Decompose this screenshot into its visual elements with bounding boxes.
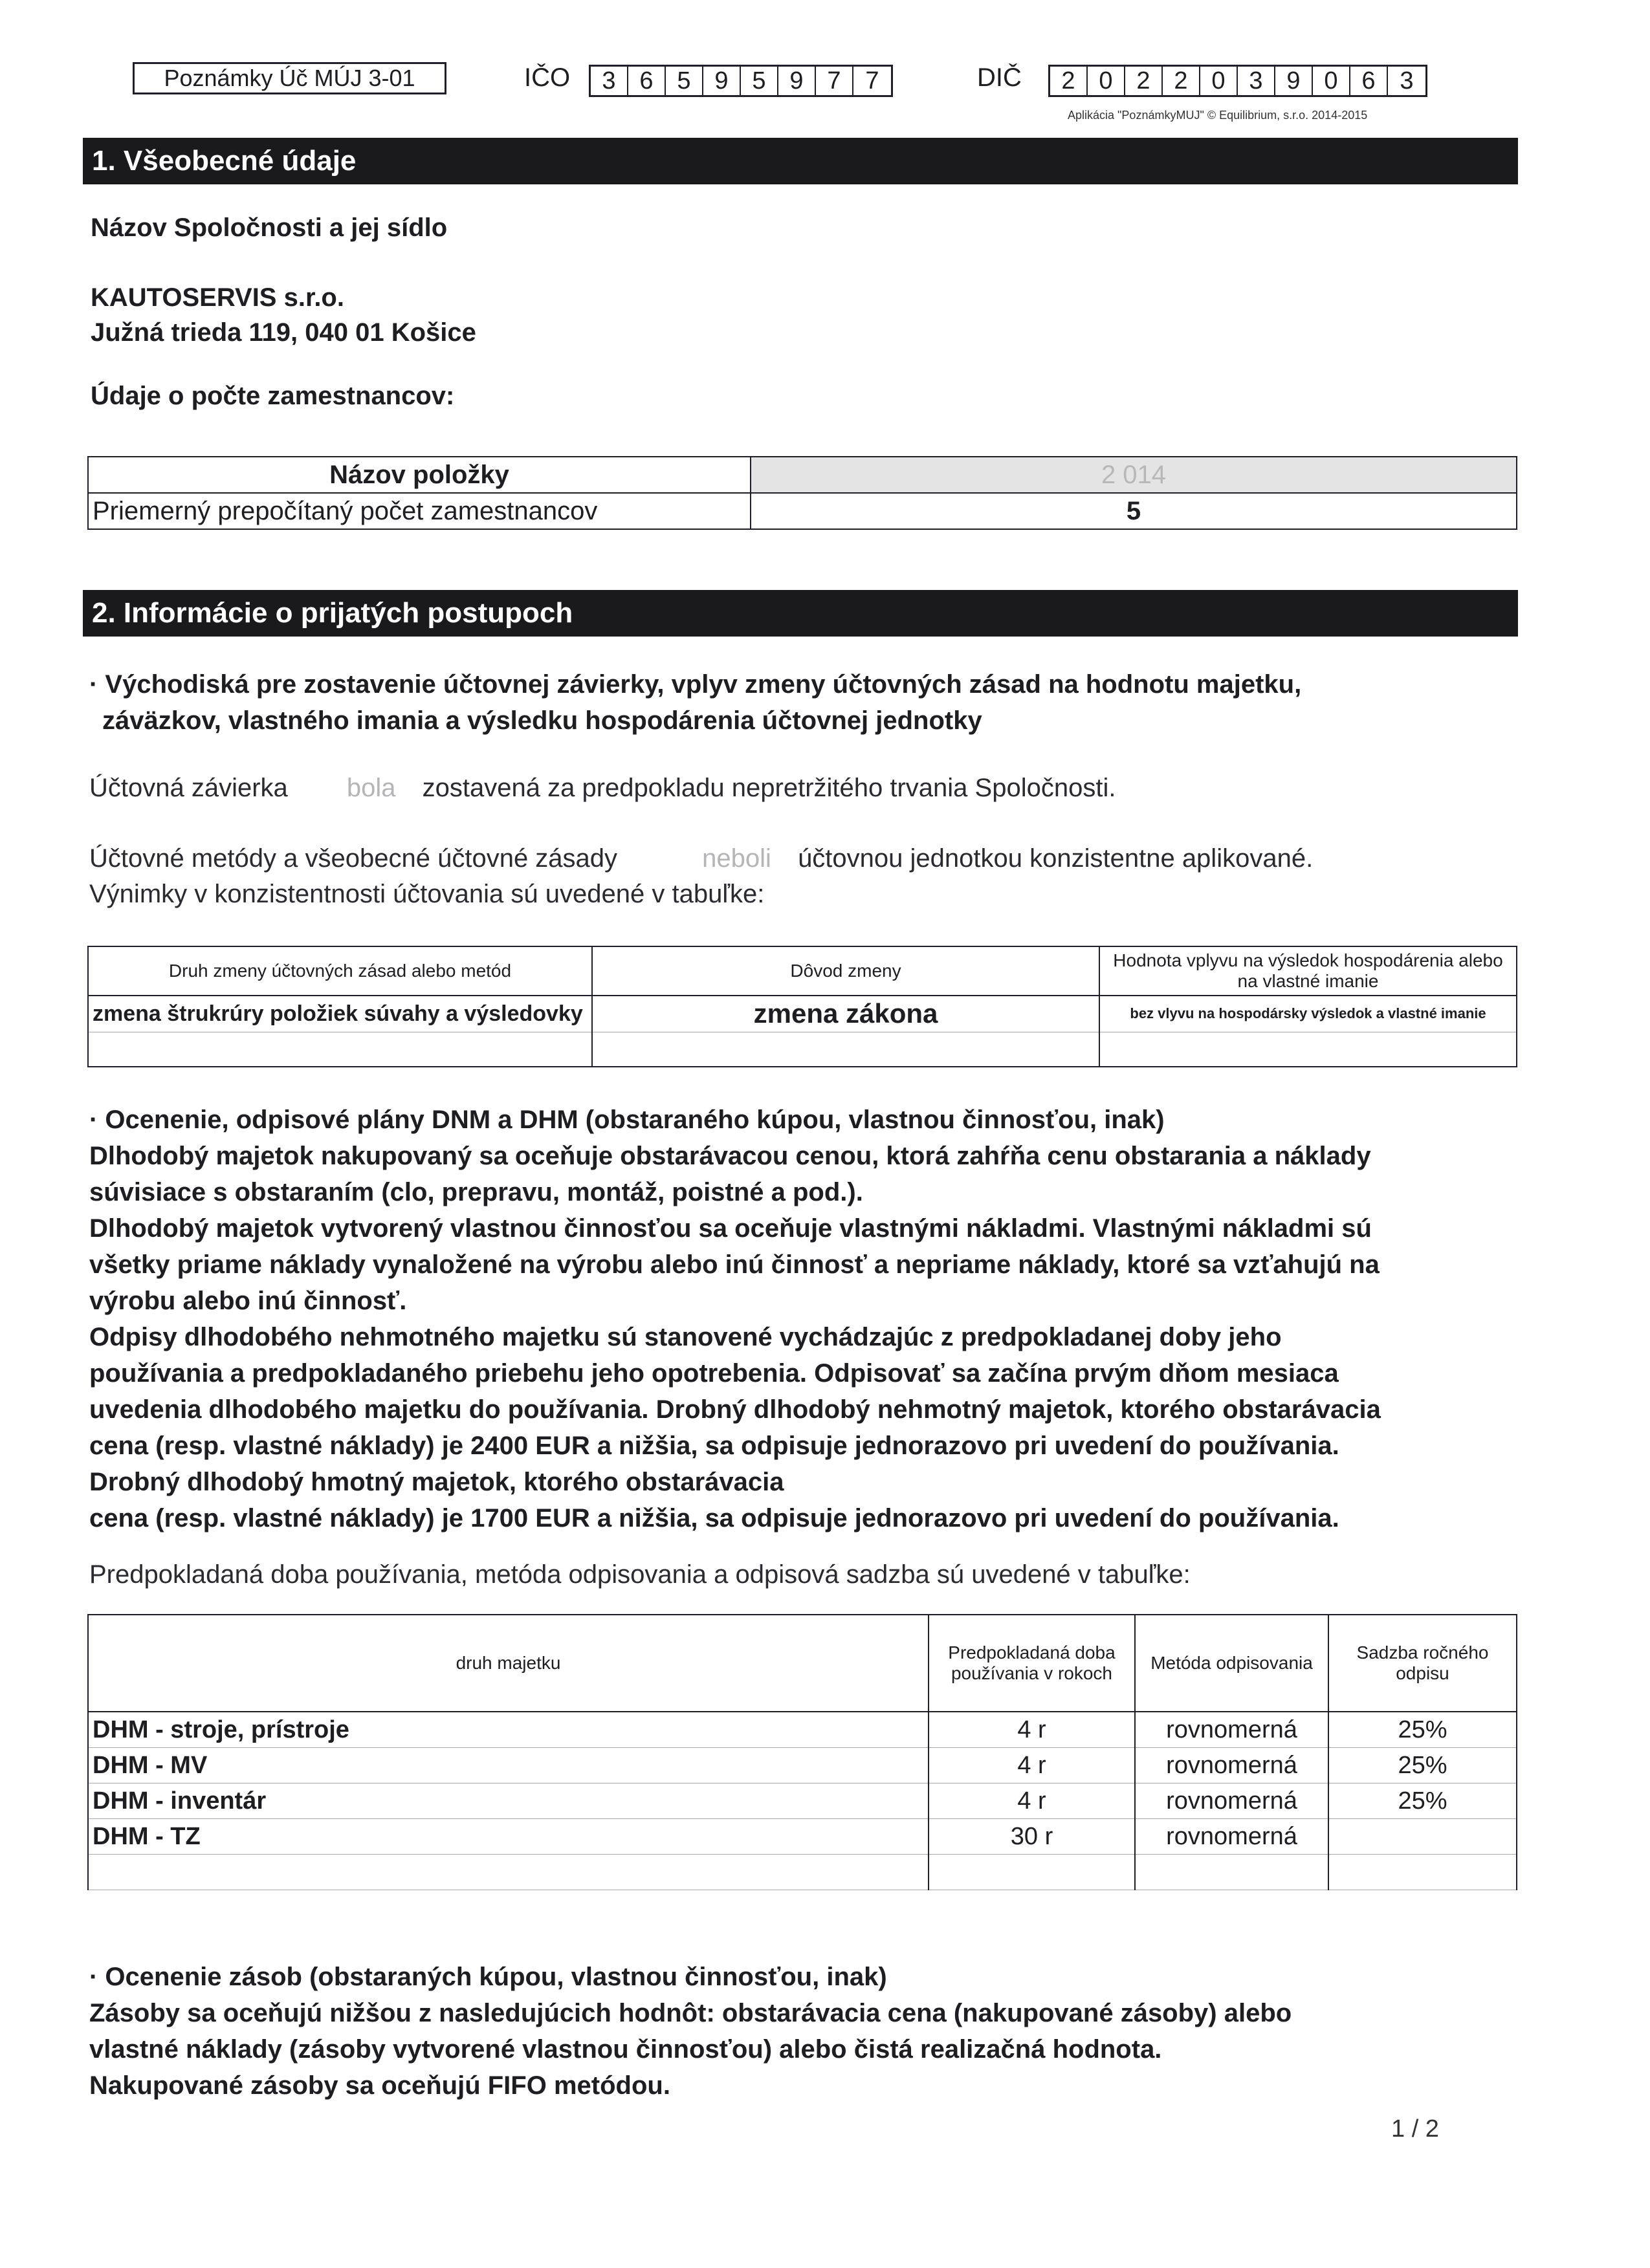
page-number: 1 / 2 bbox=[1391, 2115, 1439, 2143]
ico-digit: 5 bbox=[741, 67, 778, 95]
cell-rate bbox=[1328, 1819, 1517, 1855]
company-name: KAUTOSERVIS s.r.o. bbox=[91, 283, 344, 312]
header-asset-type: druh majetku bbox=[88, 1615, 929, 1712]
dic-digit: 6 bbox=[1350, 67, 1388, 95]
dic-digit: 2 bbox=[1163, 67, 1200, 95]
dic-digit: 0 bbox=[1313, 67, 1350, 95]
paragraph-line: používania a predpokladaného priebehu jeho opotrebenia. Odpisovať sa začína prvým dňom mesiaca bbox=[89, 1359, 1339, 1388]
inventory-paragraph bbox=[89, 1959, 1513, 2104]
ico-digit: 5 bbox=[666, 67, 703, 95]
inventory-heading: · Ocenenie zásob (obstaraných kúpou, vlastnou činnosťou, inak) bbox=[89, 1963, 887, 1991]
cell-change-reason: zmena zákona bbox=[592, 996, 1099, 1032]
employees-heading: Údaje o počte zamestnancov: bbox=[91, 382, 455, 410]
company-heading: Názov Spoločnosti a jej sídlo bbox=[91, 213, 448, 242]
cell-asset-type: DHM - stroje, prístroje bbox=[88, 1712, 929, 1748]
consistency-exceptions-intro: Výnimky v konzistentnosti účtovania sú uvedené v tabuľke: bbox=[89, 880, 765, 908]
going-concern-suffix: zostavená za predpokladu nepretržitého trvania Spoločnosti. bbox=[422, 774, 1116, 802]
cell-change-type bbox=[88, 1032, 592, 1067]
table-header-row bbox=[88, 457, 1517, 493]
table-row bbox=[88, 1819, 1517, 1855]
ico-digit: 7 bbox=[865, 67, 879, 94]
accounting-changes-table bbox=[87, 946, 1517, 1067]
cell-useful-life: 30 r bbox=[929, 1819, 1135, 1855]
dic-digit: 9 bbox=[1275, 67, 1313, 95]
paragraph-line: cena (resp. vlastné náklady) je 2400 EUR a nižšia, sa odpisuje jednorazovo pri uvedení do používania. bbox=[89, 1432, 1339, 1460]
row-value: 5 bbox=[751, 493, 1517, 529]
dic-digit: 2 bbox=[1125, 67, 1163, 95]
form-id-box bbox=[133, 62, 446, 94]
bullet-basis-line2: záväzkov, vlastného imania a výsledku hospodárenia účtovnej jednotky bbox=[102, 706, 982, 735]
paragraph-line: výrobu alebo inú činnosť. bbox=[89, 1287, 407, 1315]
valuation-paragraph bbox=[89, 1102, 1513, 1536]
consistency-prefix: Účtovné metódy a všeobecné účtovné zásady bbox=[89, 844, 618, 873]
table-row bbox=[88, 1783, 1517, 1819]
going-concern-statement bbox=[89, 774, 1116, 803]
section-1-heading: 1. Všeobecné údaje bbox=[83, 138, 1518, 184]
ico-digit: 6 bbox=[628, 67, 666, 95]
ico-digit: 7 bbox=[816, 67, 853, 95]
ico-label: IČO bbox=[524, 63, 571, 92]
cell-rate: 25% bbox=[1328, 1748, 1517, 1783]
dic-digit: 0 bbox=[1088, 67, 1125, 95]
ico-digit: 9 bbox=[703, 67, 741, 95]
depreciation-table bbox=[87, 1614, 1517, 1890]
dic-digit: 3 bbox=[1238, 67, 1275, 95]
paragraph-line: cena (resp. vlastné náklady) je 1700 EUR a nižšia, sa odpisuje jednorazovo pri uvedení do používania. bbox=[89, 1504, 1339, 1532]
dic-field bbox=[1048, 65, 1427, 97]
paragraph-line: Nakupované zásoby sa oceňujú FIFO metódou. bbox=[89, 2071, 670, 2100]
valuation-heading: · Ocenenie, odpisové plány DNM a DHM (obstaraného kúpou, vlastnou činnosťou, inak) bbox=[89, 1106, 1165, 1134]
cell-method: rovnomerná bbox=[1135, 1712, 1328, 1748]
ico-digit: 3 bbox=[591, 67, 628, 95]
header-change-type: Druh zmeny účtovných zásad alebo metód bbox=[88, 946, 592, 996]
paragraph-line: vlastné náklady (zásoby vytvorené vlastnou činnosťou) alebo čistá realizačná hodnota. bbox=[89, 2035, 1162, 2064]
paragraph-line: Zásoby sa oceňujú nižšou z nasledujúcich hodnôt: obstarávacia cena (nakupované zásoby) alebo bbox=[89, 1999, 1292, 2027]
cell-method: rovnomerná bbox=[1135, 1748, 1328, 1783]
cell-asset-type: DHM - TZ bbox=[88, 1819, 929, 1855]
cell-method: rovnomerná bbox=[1135, 1819, 1328, 1855]
cell-asset-type: DHM - MV bbox=[88, 1748, 929, 1783]
paragraph-line: Odpisy dlhodobého nehmotného majetku sú stanovené vychádzajúc z predpokladanej doby jeho bbox=[89, 1323, 1282, 1351]
header-change-reason: Dôvod zmeny bbox=[592, 946, 1099, 996]
header-useful-life: Predpokladaná doba používania v rokoch bbox=[929, 1615, 1135, 1712]
header-item: Názov položky bbox=[88, 457, 751, 493]
cell-useful-life bbox=[929, 1855, 1135, 1890]
paragraph-line: Drobný dlhodobý hmotný majetok, ktorého obstarávacia bbox=[89, 1468, 784, 1496]
cell-method bbox=[1135, 1855, 1328, 1890]
going-concern-value: bola bbox=[346, 774, 396, 802]
ico-digit: 9 bbox=[778, 67, 816, 95]
header-rate: Sadzba ročného odpisu bbox=[1328, 1615, 1517, 1712]
consistency-statement bbox=[89, 844, 1313, 873]
paragraph-line: uvedenia dlhodobého majetku do používania. Drobný dlhodobý nehmotný majetok, ktorého obstarávacia bbox=[89, 1395, 1381, 1424]
cell-rate: 25% bbox=[1328, 1783, 1517, 1819]
paragraph-line: Dlhodobý majetok nakupovaný sa oceňuje obstarávacou cenou, ktorá zahŕňa cenu obstarania a náklady bbox=[89, 1142, 1371, 1170]
header-year: 2 014 bbox=[751, 457, 1517, 493]
cell-useful-life: 4 r bbox=[929, 1783, 1135, 1819]
cell-asset-type bbox=[88, 1855, 929, 1890]
employees-table bbox=[87, 456, 1517, 530]
cell-impact: bez vlyvu na hospodársky výsledok a vlastné imanie bbox=[1099, 996, 1517, 1032]
depreciation-intro: Predpokladaná doba používania, metóda odpisovania a odpisová sadzba sú uvedené v tabuľke: bbox=[89, 1560, 1191, 1589]
cell-rate bbox=[1328, 1855, 1517, 1890]
header-impact: Hodnota vplyvu na výsledok hospodárenia alebo na vlastné imanie bbox=[1099, 946, 1517, 996]
table-header-row bbox=[88, 946, 1517, 996]
cell-impact bbox=[1099, 1032, 1517, 1067]
cell-change-reason bbox=[592, 1032, 1099, 1067]
dic-digit: 2 bbox=[1050, 67, 1088, 95]
bullet-basis-line1: · Východiská pre zostavenie účtovnej závierky, vplyv zmeny účtovných zásad na hodnotu majetku, bbox=[89, 670, 1302, 699]
header-method: Metóda odpisovania bbox=[1135, 1615, 1328, 1712]
cell-asset-type: DHM - inventár bbox=[88, 1783, 929, 1819]
app-copyright-note: Aplikácia "PoznámkyMUJ" © Equilibrium, s.r.o. 2014-2015 bbox=[1068, 109, 1368, 122]
table-row bbox=[88, 493, 1517, 529]
ico-field bbox=[589, 65, 893, 97]
paragraph-line: Dlhodobý majetok vytvorený vlastnou činnosťou sa oceňuje vlastnými nákladmi. Vlastnými nákladmi sú bbox=[89, 1214, 1372, 1243]
consistency-suffix: účtovnou jednotkou konzistentne aplikované. bbox=[798, 844, 1314, 873]
form-id: Poznámky Úč MÚJ 3-01 bbox=[164, 65, 415, 91]
cell-rate: 25% bbox=[1328, 1712, 1517, 1748]
cell-useful-life: 4 r bbox=[929, 1748, 1135, 1783]
cell-method: rovnomerná bbox=[1135, 1783, 1328, 1819]
row-label: Priemerný prepočítaný počet zamestnancov bbox=[88, 493, 751, 529]
table-row bbox=[88, 1032, 1517, 1067]
company-address: Južná trieda 119, 040 01 Košice bbox=[91, 318, 476, 347]
section-2-heading: 2. Informácie o prijatých postupoch bbox=[83, 590, 1518, 637]
table-row bbox=[88, 1748, 1517, 1783]
table-row bbox=[88, 1855, 1517, 1890]
cell-useful-life: 4 r bbox=[929, 1712, 1135, 1748]
consistency-value: neboli bbox=[702, 844, 771, 873]
table-header-row bbox=[88, 1615, 1517, 1712]
dic-label: DIČ bbox=[977, 63, 1022, 92]
cell-change-type: zmena štrukrúry položiek súvahy a výsledovky bbox=[88, 996, 592, 1032]
paragraph-line: všetky priame náklady vynaložené na výrobu alebo inú činnosť a nepriame náklady, ktoré sa vzťahujú na bbox=[89, 1250, 1380, 1279]
table-row bbox=[88, 1712, 1517, 1748]
dic-digit: 3 bbox=[1400, 67, 1414, 94]
going-concern-prefix: Účtovná závierka bbox=[89, 774, 288, 802]
dic-digit: 0 bbox=[1200, 67, 1238, 95]
paragraph-line: súvisiace s obstaraním (clo, prepravu, montáž, poistné a pod.). bbox=[89, 1178, 863, 1206]
table-row bbox=[88, 996, 1517, 1032]
